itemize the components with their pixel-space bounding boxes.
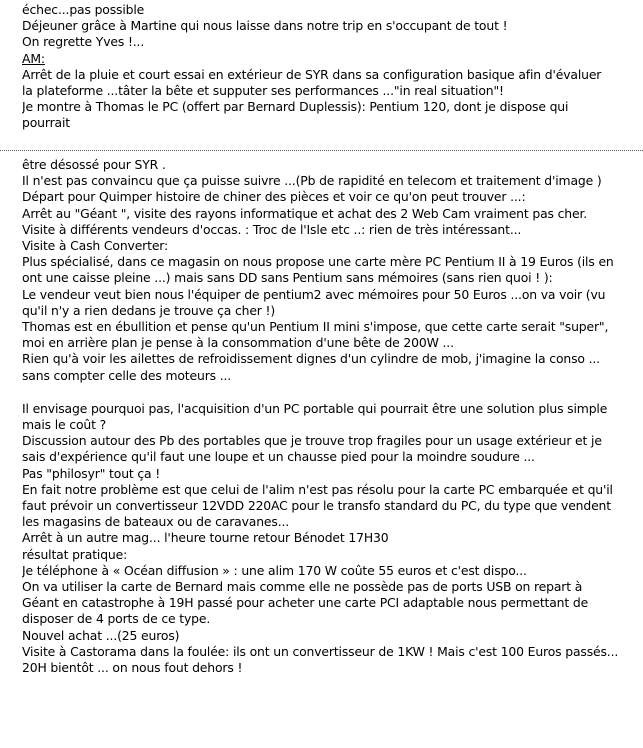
text-line: la plateforme ...tâter la bête et supputer ses performances ..."in real situation"! (22, 83, 504, 99)
top-text-block (22, 2, 637, 132)
text-line: Plus spécialisé, dans ce magasin on nous propose une carte mère PC Pentium II à 19 Euros (ils en (22, 254, 614, 270)
text-line: Pas "philosyr" tout ça ! (22, 465, 161, 481)
text-line: Arrêt de la pluie et court essai en extérieur de SYR dans sa configuration basique afin d'évaluer (22, 66, 602, 82)
text-line: les magasins de bateaux ou de caravanes... (22, 514, 290, 530)
text-line: échec...pas possible (22, 2, 145, 17)
text-line: Arrêt au "Géant ", visite des rayons informatique et achat des 2 Web Cam vraiment pas cher. (22, 205, 588, 221)
text-line: Géant en catastrophe à 19H passé pour acheter une carte PCI adaptable nous permettant de (22, 595, 589, 611)
text-line: moi en arrière plan je pense à la consommation d'une bête de 200W ... (22, 335, 454, 351)
text-line: Visite à différents vendeurs d'occas. : Troc de l'Isle etc ..: rien de très intéressant... (22, 221, 522, 237)
text-line: Nouvel achat ...(25 euros) (22, 627, 180, 643)
text-line: Départ pour Quimper histoire de chiner des pièces et voir ce qu'on peut trouver ...: (22, 189, 526, 205)
text-line: disposer de 4 ports de ce type. (22, 611, 211, 627)
text-line: 20H bientôt ... on nous fout dehors ! (22, 660, 243, 676)
text-line: On va utiliser la carte de Bernard mais comme elle ne possède pas de ports USB on repart à (22, 579, 583, 595)
text-line: Thomas est en ébullition et pense qu'un Pentium II mini s'impose, que cette carte serait "super", (22, 319, 609, 335)
text-line: sans compter celle des moteurs ... (22, 367, 232, 383)
text-line: Le vendeur veut bien nous l'équiper de pentium2 avec mémoires pour 50 Euros ...on va voir (vu (22, 286, 606, 302)
text-line: résultat pratique: (22, 546, 128, 562)
bottom-text-block (22, 157, 637, 676)
text-line: En fait notre problème est que celui de l'alim n'est pas résolu pour la carte PC embarquée et qu'il (22, 481, 613, 497)
section-label-am: AM: (22, 50, 45, 66)
text-line: Il n'est pas convaincu que ça puisse suivre ...(Pb de rapidité en telecom et traitement d'image ) (22, 173, 602, 189)
paragraph-gap (22, 384, 637, 401)
text-line: Déjeuner grâce à Martine qui nous laisse dans notre trip en s'occupant de tout ! (22, 18, 508, 34)
text-line: Je montre à Thomas le PC (offert par Bernard Duplessis): Pentium 120, dont je dispose qui (22, 99, 569, 115)
text-line: ont une caisse pleine ...) mais sans DD sans Pentium sans mémoires (sans rien quoi ! ): (22, 270, 553, 286)
text-line: mais le coût ? (22, 417, 107, 433)
text-line: sais d'expérience qu'il faut une loupe et un chausse pied pour la moindre soudure ... (22, 449, 535, 465)
text-line: Rien qu'à voir les ailettes de refroidissement dignes d'un cylindre de mob, j'imagine la conso ... (22, 351, 600, 367)
text-line: pourrait (22, 115, 70, 131)
text-line: Arrêt à un autre mag... l'heure tourne retour Bénodet 17H30 (22, 530, 389, 546)
text-line: faut prévoir un convertisseur 12VDD 220AC pour le transfo standard du PC, du type que vendent (22, 498, 611, 514)
text-line: qu'il n'y a rien dedans je trouve ça cher !) (22, 302, 276, 318)
page-break-divider (0, 150, 643, 151)
text-line: Je téléphone à « Océan diffusion » : une alim 170 W coûte 55 euros et c'est dispo... (22, 562, 527, 578)
text-line: Visite à Castorama dans la foulée: ils ont un convertisseur de 1KW ! Mais c'est 100 Euros passés... (22, 643, 619, 659)
text-line: On regrette Yves !... (22, 34, 145, 50)
text-line: Il envisage pourquoi pas, l'acquisition d'un PC portable qui pourrait être une solution plus simple (22, 400, 608, 416)
text-line: Visite à Cash Converter: (22, 238, 169, 254)
text-line: être désossé pour SYR . (22, 157, 166, 172)
text-line: Discussion autour des Pb des portables que je trouve trop fragiles pour un usage extérieur et je (22, 433, 602, 449)
